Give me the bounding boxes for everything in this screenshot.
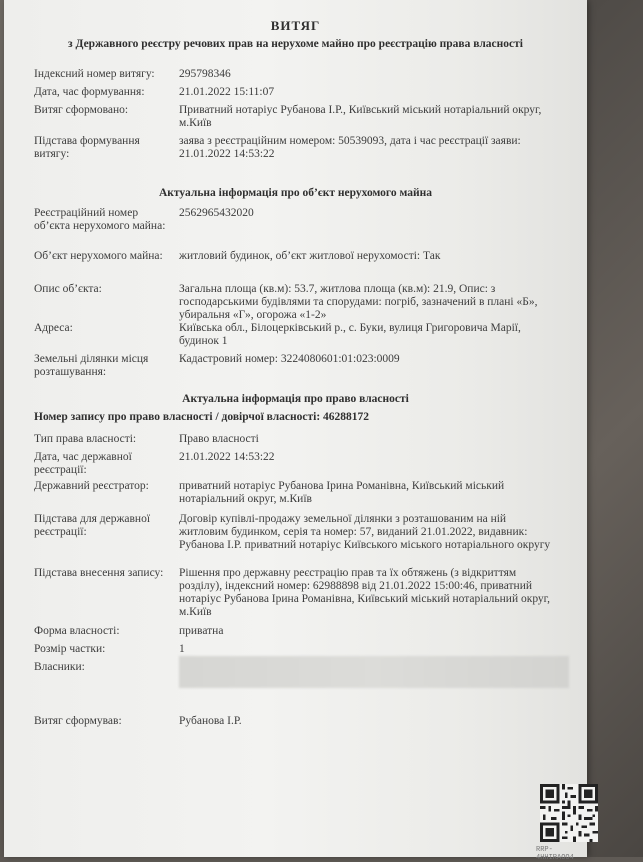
row-label: Адреса: (34, 322, 73, 334)
row-label: Дата, час державної реєстрації: (34, 451, 132, 476)
row-label: Підстава для державної реєстрації: (34, 513, 151, 538)
row-label: Реєстраційний номер об’єкта нерухомого майна: (34, 207, 166, 232)
row-label: Форма власності: (34, 625, 120, 637)
qr-caption: RRP-4HHIRAOO4 (536, 846, 574, 862)
row-value: 21.01.2022 14:53:22 (179, 451, 275, 463)
row-label: Тип права власності: (34, 433, 137, 445)
row-label: Державний реєстратор: (34, 480, 149, 492)
row-value: Загальна площа (кв.м): 53.7, житлова площа (кв.м): 21.9, Опис: з господарськими будівлями та спорудами: погріб, зазначений в плані «Б», убиральня «Г», огорожа «1-2» (179, 283, 538, 321)
ownership-record-number: Номер запису про право власності / довірчої власності: 46288172 (34, 411, 370, 423)
document-subtitle: з Державного реєстру речових прав на нерухоме майно про реєстрацію права власності (68, 38, 523, 50)
row-value: приватний нотаріус Рубанова Ірина Романівна, Київський міський нотаріальний округ, м.Київ (179, 480, 505, 505)
row-value: Рішення про державну реєстрацію прав та їх обтяжень (з відкриттям розділу), індексний номер: 62988898 від 21.01.2022 15:00:46, приватний нотаріус Рубанова Ірина Романівна, Київський міський нотаріальний округ, м.Київ (179, 567, 550, 618)
row-label: Земельні ділянки місця розташування: (34, 353, 149, 378)
row-value: житловий будинок, об’єкт житлової нерухомості: Так (179, 250, 441, 262)
row-label: Дата, час формування: (34, 86, 145, 98)
row-value: заява з реєстраційним номером: 50539093, дата і час реєстрації заяви: 21.01.2022 14:53:22 (179, 135, 521, 160)
owners-redaction (179, 656, 569, 688)
row-value: 2562965432020 (179, 207, 254, 219)
row-value: Київська обл., Білоцерківський р., с. Буки, вулиця Григоровича Марії, будинок 1 (179, 322, 521, 347)
row-value: приватна (179, 625, 224, 637)
row-value: Приватний нотаріус Рубанова І.Р., Київський міський нотаріальний округ, м.Київ (179, 104, 542, 129)
row-value: 295798346 (179, 68, 231, 80)
ownership-section-title: Актуальна інформація про право власності (182, 393, 409, 405)
row-value: Договір купівлі-продажу земельної ділянки з розташованим на ній житловим будинком, серія та номер: 57, виданий 21.01.2022, видавник: Рубанова І.Р. приватний нотаріус Київського міського нотаріального округу (179, 513, 551, 551)
row-value: 21.01.2022 15:11:07 (179, 86, 275, 98)
document-title: ВИТЯГ (270, 18, 321, 33)
row-value: Право власності (179, 433, 259, 445)
qr-code-icon (540, 784, 598, 842)
row-label: Підстава формування витягу: (34, 135, 140, 160)
row-label: Об’єкт нерухомого майна: (34, 250, 163, 262)
row-label: Витяг сформовано: (34, 104, 129, 116)
row-label: Індексний номер витягу: (34, 68, 155, 80)
footer-label: Витяг сформував: (34, 715, 122, 727)
row-label: Опис об’єкта: (34, 283, 102, 295)
object-section-title: Актуальна інформація про об’єкт нерухомого майна (159, 187, 432, 199)
row-value: Кадастровий номер: 3224080601:01:023:0009 (179, 353, 400, 365)
document-page (4, 0, 587, 862)
row-label: Підстава внесення запису: (34, 567, 164, 579)
row-label: Власники: (34, 661, 85, 673)
row-label: Розмір частки: (34, 643, 106, 655)
footer-value: Рубанова І.Р. (179, 715, 242, 727)
row-value: 1 (179, 643, 185, 655)
